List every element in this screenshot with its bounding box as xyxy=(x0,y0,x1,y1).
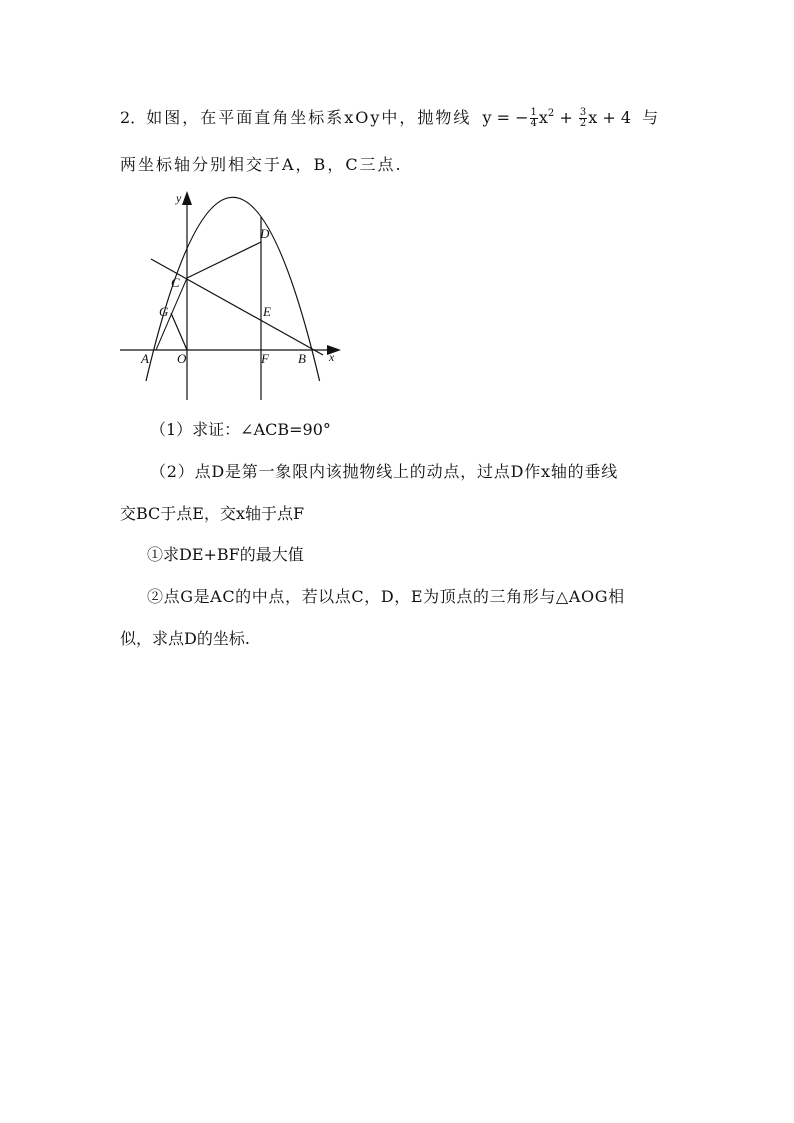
question-2-text: （2）点D是第一象限内该抛物线上的动点，过点D作x轴的垂线 xyxy=(150,462,619,481)
question-2-text-cont: 交BC于点E，交x轴于点F xyxy=(120,504,305,523)
label-b: B xyxy=(298,351,306,366)
problem-number: 2． xyxy=(120,108,147,127)
line-bc xyxy=(151,259,323,355)
fraction-three-halves xyxy=(579,108,587,129)
label-e: E xyxy=(263,304,271,319)
sub-question-2-text: ②点G是AC的中点，若以点C，D，E为顶点的三角形与△AOG相 xyxy=(147,587,625,606)
label-a: A xyxy=(141,351,149,366)
problem-intro: 如图，在平面直角坐标系xOy中，抛物线 xyxy=(146,108,472,127)
y-axis-arrow xyxy=(182,191,192,205)
frac1-denominator: 4 xyxy=(530,118,537,129)
label-x: x xyxy=(329,350,335,364)
problem-line-1 xyxy=(120,108,658,129)
label-y: y xyxy=(176,191,182,205)
question-2-line-2 xyxy=(120,504,304,524)
question-2-sub-2-line-1 xyxy=(147,587,625,607)
eq-exponent: 2 xyxy=(547,108,555,119)
segment-cd xyxy=(187,242,261,278)
question-1 xyxy=(150,420,331,440)
equation xyxy=(482,108,636,127)
eq-plus: + xyxy=(559,108,573,127)
sub-question-2-text-cont: 似，求点D的坐标. xyxy=(120,629,250,648)
label-d: D xyxy=(260,226,270,241)
frac1-numerator: 1 xyxy=(530,107,537,118)
fraction-one-quarter xyxy=(530,108,538,129)
segment-go xyxy=(171,313,187,350)
question-1-text: （1）求证：∠ACB=90° xyxy=(150,420,331,439)
label-o: O xyxy=(177,351,187,366)
frac2-denominator: 2 xyxy=(579,118,587,129)
problem-line-2 xyxy=(120,155,403,175)
sub-question-1-text: ①求DE+BF的最大值 xyxy=(147,545,304,564)
eq-plus-four: + 4 xyxy=(602,108,632,127)
eq-x2: x xyxy=(588,108,598,127)
label-f: F xyxy=(261,351,269,366)
question-2-sub-2-line-2 xyxy=(120,629,250,649)
eq-lhs: y = xyxy=(482,108,510,127)
problem-intro-tail: 与 xyxy=(642,108,659,127)
eq-minus: − xyxy=(515,108,529,127)
question-2-sub-1 xyxy=(147,545,304,565)
label-g: G xyxy=(159,304,169,319)
problem-intro-line2: 两坐标轴分别相交于A，B，C三点. xyxy=(120,155,403,174)
parabola-figure xyxy=(115,185,345,405)
label-c: C xyxy=(171,275,180,290)
eq-x: x xyxy=(538,108,548,127)
frac2-numerator: 3 xyxy=(579,107,587,118)
question-2-line-1 xyxy=(150,462,618,482)
